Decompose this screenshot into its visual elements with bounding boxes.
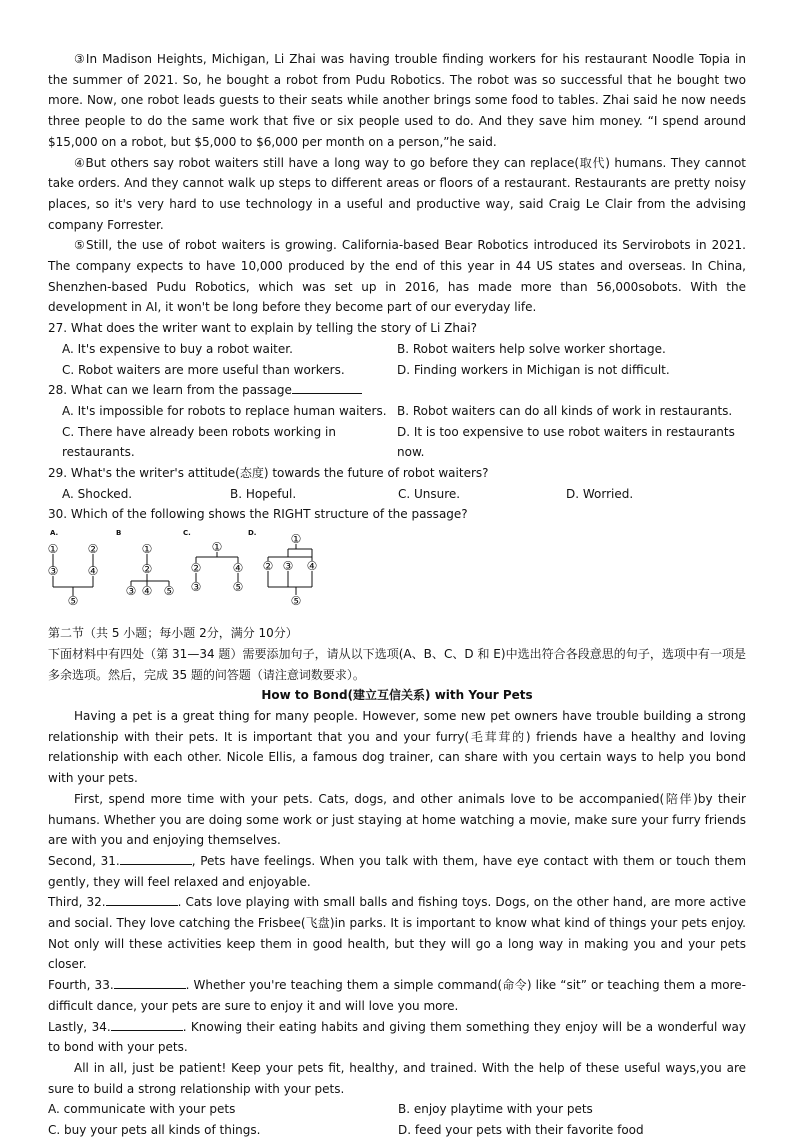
diagram-a-node-2: ② xyxy=(87,542,99,557)
diagram-d-node-3: ③ xyxy=(282,559,294,574)
blank-33-label: Fourth, 33. xyxy=(48,978,114,993)
option-27b: B. Robot waiters help solve worker shortage. xyxy=(397,341,666,356)
question-27-stem: 27. What does the writer want to explain by telling the story of Li Zhai? xyxy=(48,321,477,336)
diagram-b-node-2: ② xyxy=(141,562,153,577)
diagram-a-node-3: ③ xyxy=(48,564,59,579)
blank-34 xyxy=(111,1018,183,1031)
pets-paragraph-3-text: , Pets have feelings. When you talk with them, have eye contact with them or touch them gently, they will feel relaxed and enjoyable. xyxy=(48,853,747,889)
passage-paragraph-5: ⑤Still, the use of robot waiters is growing. California-based Bear Robotics introduced its Servirobots in 2021. The company expects to have 10,000 produced by the end of this year in 44 US states and overseas. In China, Shenzhen-based Pudu Robotics, which was set up in 2016, has made more than 56,000sobots. With the development in AI, it won't be long before they become part of our everyday life. xyxy=(48,238,746,315)
blank-32 xyxy=(106,893,178,906)
diagram-c-node-4: ④ xyxy=(232,561,244,576)
passage-paragraph-4: ④But others say robot waiters still have a long way to go before they can replace(取代) humans. They cannot take orders. And they cannot walk up steps to different areas or floors of a restaurant. Restaurants are pretty noisy places, so it's very hard to use technology in a useful and productive way, said Craig Le Clair from the advising company Forrester. xyxy=(48,155,746,232)
question-27-options xyxy=(48,339,746,380)
pets-paragraph-5 xyxy=(48,975,746,1016)
section-2-options xyxy=(48,1099,746,1140)
option-27a: A. It's expensive to buy a robot waiter. xyxy=(62,341,293,356)
blank-32-label: Third, 32. xyxy=(48,895,106,910)
exam-page xyxy=(48,49,746,1141)
diagram-c-label: C. xyxy=(183,529,191,538)
option-27d: D. Finding workers in Michigan is not difficult. xyxy=(397,362,670,377)
diagram-d-node-5: ⑤ xyxy=(290,594,302,609)
diagram-b-node-4: ④ xyxy=(141,584,153,599)
pets-paragraph-4-text: . Cats love playing with small balls and fishing toys. Dogs, on the other hand, are more active and social. They love catching the Frisbee(飞盘)in parks. It is important to know what kind of things your pets enjoy. Not only will these activities keep them in good health, but they will go a long way in making you and your pets closer. xyxy=(48,895,746,972)
option-b: B. enjoy playtime with your pets xyxy=(398,1102,593,1117)
diagram-a-node-5: ⑤ xyxy=(67,594,79,609)
diagram-b-node-5: ⑤ xyxy=(163,584,175,599)
diagram-b-node-1: ① xyxy=(141,542,153,557)
option-29c: C. Unsure. xyxy=(398,486,461,501)
pets-paragraph-6-text: . Knowing their eating habits and giving them something they enjoy will be a wonderful way to bond with your pets. xyxy=(48,1019,746,1055)
section-2-heading: 第二节（共 5 小题；每小题 2分，满分 10分） xyxy=(48,626,298,641)
diagram-c-node-1: ① xyxy=(211,540,223,555)
blank-31-label: Second, 31. xyxy=(48,853,120,868)
option-28d: D. It is too expensive to use robot waiters in restaurants now. xyxy=(397,424,735,460)
option-d: D. feed your pets with their favorite food xyxy=(398,1123,644,1138)
pets-paragraph-3 xyxy=(48,851,746,892)
diagram-b-node-3: ③ xyxy=(125,584,137,599)
option-a: A. communicate with your pets xyxy=(48,1102,236,1117)
passage-title: How to Bond(建立互信关系) with Your Pets xyxy=(261,688,533,703)
diagram-a-node-1: ① xyxy=(48,542,59,557)
structure-diagrams xyxy=(48,525,746,623)
question-29-options xyxy=(48,484,746,505)
diagram-d-node-2: ② xyxy=(262,559,274,574)
question-30-stem: 30. Which of the following shows the RIGHT structure of the passage? xyxy=(48,507,468,522)
diagram-c-node-3: ③ xyxy=(190,580,202,595)
diagram-nodes xyxy=(48,532,317,608)
pets-paragraph-6 xyxy=(48,1017,746,1058)
diagram-b-label: B xyxy=(116,529,122,538)
pets-paragraph-2: First, spend more time with your pets. Cats, dogs, and other animals love to be accompanied(陪伴)by their humans. Whether you are doing some work or just staying at home watching a movie, make sure your furry friends are with you and enjoying themselves. xyxy=(48,791,746,848)
option-29d: D. Worried. xyxy=(566,486,634,501)
diagram-d-node-1: ① xyxy=(290,532,302,547)
answer-blank xyxy=(292,381,362,394)
question-28-stem xyxy=(48,380,746,401)
diagram-a-label: A. xyxy=(50,529,59,538)
option-c: C. buy your pets all kinds of things. xyxy=(48,1123,261,1138)
option-28a: A. It's impossible for robots to replace human waiters. xyxy=(62,403,387,418)
pets-paragraph-1: Having a pet is a great thing for many people. However, some new pet owners have trouble building a strong relationship with their pets. It is important that you and your furry(毛茸茸的) friends have a healthy and loving relationship with each other. Nicole Ellis, a famous dog trainer, can share with you certain ways to help you bond with your pets. xyxy=(48,708,746,786)
blank-34-label: Lastly, 34. xyxy=(48,1019,111,1034)
question-29-stem: 29. What's the writer's attitude(态度) towards the future of robot waiters? xyxy=(48,466,489,481)
section-2-instructions: 下面材料中有四处（第 31—34 题）需要添加句子，请从以下选项(A、B、C、D 和 E)中选出符合各段意思的句子，选项中有一项是多余选项。然后，完成 35 题的问答题（请注意词数要求）。 xyxy=(48,646,746,682)
pets-paragraph-7: All in all, just be patient! Keep your pets fit, healthy, and trained. With the help of these useful ways,you are sure to build a strong relationship with your pets. xyxy=(48,1060,746,1096)
question-28-options xyxy=(48,401,746,463)
blank-31 xyxy=(120,852,192,865)
option-28b: B. Robot waiters can do all kinds of work in restaurants. xyxy=(397,403,733,418)
structure-diagrams-svg xyxy=(48,525,348,623)
option-29a: A. Shocked. xyxy=(62,486,133,501)
passage-paragraph-3: ③In Madison Heights, Michigan, Li Zhai was having trouble finding workers for his restaurant Noodle Topia in the summer of 2021. So, he bought a robot from Pudu Robotics. The robot was so successful that he bought two more. Now, one robot leads guests to their seats while another brings some food to tables. Zhai said he now needs three people to do the same work that five or six people used to do. And they save him money. “I spend around $15,000 on a robot, but $5,000 to $6,000 per month on a person,”he said. xyxy=(48,52,746,149)
question-28-text: 28. What can we learn from the passage xyxy=(48,383,292,398)
option-27c: C. Robot waiters are more useful than workers. xyxy=(62,362,345,377)
diagram-d-node-4: ④ xyxy=(306,559,318,574)
pets-paragraph-5-text: . Whether you're teaching them a simple command(命令) like “sit” or teaching them a more- difficult dance, your pets are sure to enjoy it and will love you more. xyxy=(48,978,746,1013)
option-29b: B. Hopeful. xyxy=(230,486,297,501)
pets-paragraph-4 xyxy=(48,892,746,975)
diagram-a-node-4: ④ xyxy=(87,564,99,579)
blank-33 xyxy=(114,976,186,989)
diagram-d-label: D. xyxy=(248,529,257,538)
option-28c: C. There have already been robots working in restaurants. xyxy=(62,424,336,460)
diagram-c-node-2: ② xyxy=(190,561,202,576)
diagram-c-node-5: ⑤ xyxy=(232,580,244,595)
